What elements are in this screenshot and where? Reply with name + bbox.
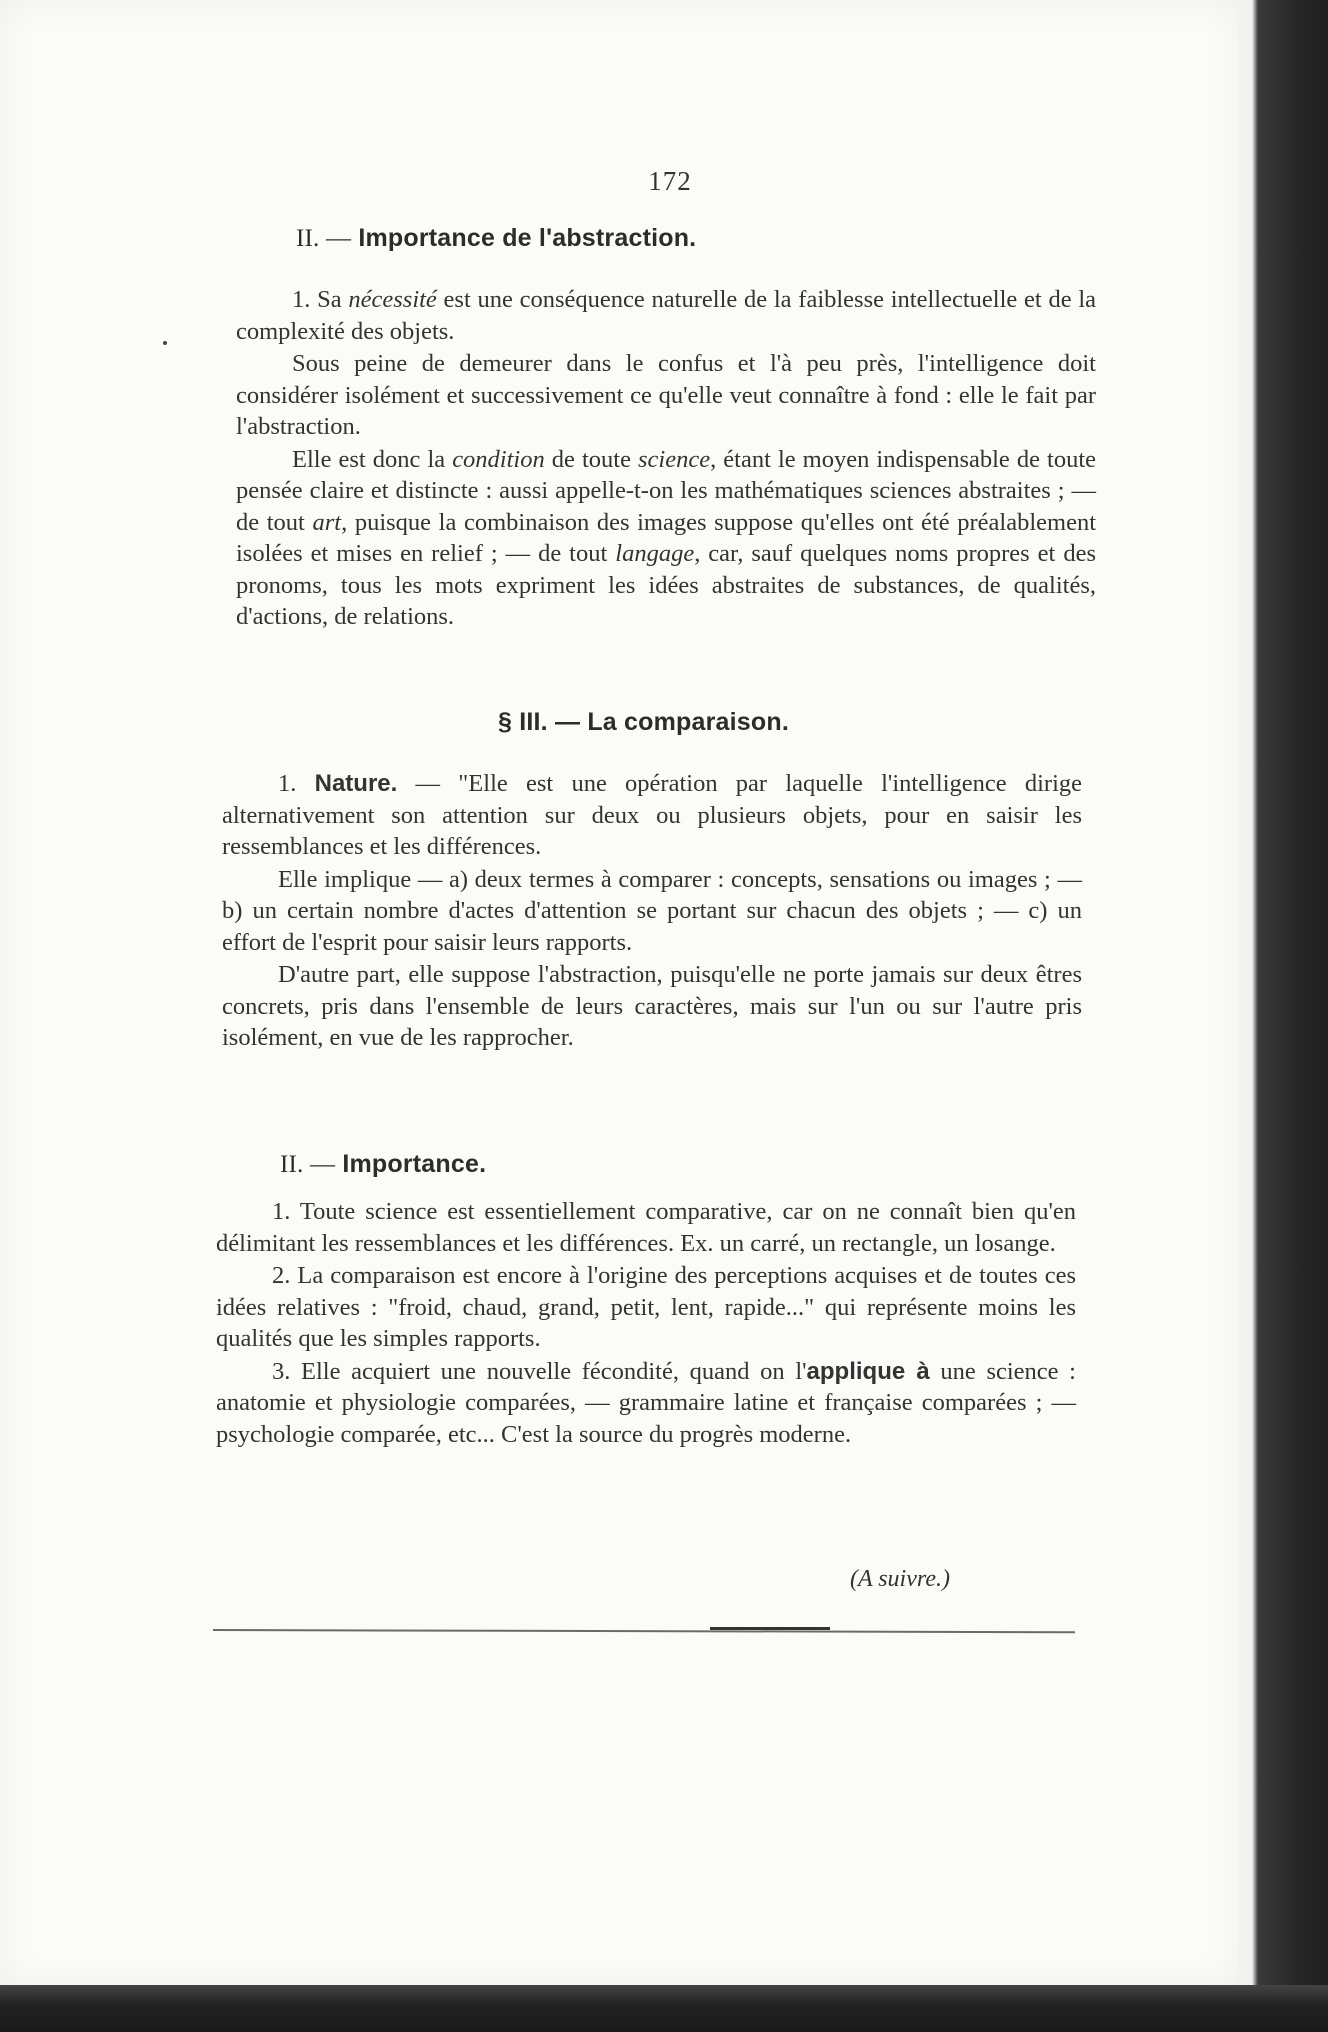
- bold-text: applique à: [806, 1357, 930, 1385]
- heading-text: Importance de l'abstraction.: [358, 224, 697, 252]
- text: La comparaison est encore à l'origine des perceptions acquises et de toutes ces idées relatives : "froid, chaud, grand, petit, lent, rapide..." qui représente moins les qualités que les simples rapports.: [216, 1262, 1076, 1352]
- footer-rule-mark: [710, 1627, 830, 1630]
- text: Sa: [310, 286, 349, 313]
- emphasis: art: [312, 508, 342, 536]
- scan-edge-right: [1238, 0, 1328, 2032]
- text: de toute: [544, 445, 639, 473]
- paragraph: [216, 1356, 1076, 1451]
- emphasis: science: [638, 445, 711, 473]
- emphasis: condition: [452, 445, 545, 473]
- heading-text: Importance.: [342, 1150, 487, 1178]
- heading-comparaison: [498, 708, 789, 737]
- scan-edge-bottom: [0, 1985, 1328, 2032]
- item-number: 2.: [272, 1262, 291, 1289]
- scan-speck: [163, 341, 167, 345]
- heading-number: II. —: [280, 1151, 336, 1178]
- comparaison-body: [222, 768, 1082, 1055]
- emphasis: nécessité: [348, 286, 437, 313]
- heading-text: § III. — La comparaison.: [498, 708, 789, 736]
- paragraph: Sous peine de demeurer dans le confus et l'à peu près, l'intelligence doit considérer isolément et successivement ce qu'elle veut connaître à fond : elle le fait par l'abstraction.: [236, 350, 1096, 440]
- text: — "Elle est une opération par laquelle l'intelligence dirige alternativement son attention sur deux ou plusieurs objets, pour en saisir les ressemblances et les différences.: [222, 770, 1083, 860]
- text: , puisque la combinaison des images suppose qu'elles ont été préalablement isolées et mises en relief ; — de tout: [236, 508, 1096, 567]
- paragraph: [216, 1260, 1076, 1355]
- paragraph: Elle implique — a) deux termes à comparer : concepts, sensations ou images ; — b) un certain nombre d'actes d'attention se portant sur chacun des objets ; — c) un effort de l'esprit pour saisir leurs rapports.: [222, 865, 1082, 956]
- footer-rule: [213, 1629, 1075, 1633]
- abstraction-body: [236, 284, 1096, 634]
- bold-label: Nature.: [314, 770, 398, 797]
- text: , étant le moyen indispensable de toute pensée claire et distincte : aussi appelle-t-on les mathématiques sciences abstraites ; — de tout: [236, 445, 1096, 536]
- item-number: 3.: [272, 1357, 291, 1385]
- importance-body: [216, 1196, 1076, 1451]
- paragraph: [222, 768, 1082, 863]
- text: Elle acquiert une nouvelle fécondité, quand on l': [290, 1357, 807, 1385]
- paragraph: D'autre part, elle suppose l'abstraction, puisqu'elle ne porte jamais sur deux êtres concrets, pris dans l'ensemble de leurs caractères, mais sur l'un ou sur l'autre pris isolément, en vue de les rapprocher.: [222, 961, 1082, 1051]
- text: une science : anatomie et physiologie comparées, — grammaire latine et française comparées ; — psychologie comparée, etc... C'est la source du progrès moderne.: [216, 1357, 1076, 1448]
- paragraph: [216, 1196, 1076, 1259]
- item-number: 1.: [278, 770, 297, 797]
- heading-importance: [280, 1150, 486, 1179]
- item-number: 1.: [272, 1198, 291, 1225]
- text: est une conséquence naturelle de la faiblesse intellectuelle et de la complexité des objets.: [236, 286, 1096, 345]
- to-be-continued: (A suivre.): [850, 1566, 950, 1592]
- text: Toute science est essentiellement comparative, car on ne connaît bien qu'en délimitant les ressemblances et les différences. Ex. un carré, un rectangle, un losange.: [216, 1198, 1076, 1257]
- emphasis: langage: [615, 540, 695, 567]
- paragraph: [236, 284, 1096, 347]
- heading-importance-abstraction: [296, 224, 696, 253]
- heading-number: II. —: [296, 225, 352, 252]
- text: Elle est donc la: [292, 445, 453, 473]
- item-number: 1.: [292, 286, 311, 313]
- paragraph: [236, 444, 1096, 633]
- text: , car, sauf quelques noms propres et des pronoms, tous les mots expriment les idées abstraites de substances, de qualités, d'actions, de relations.: [236, 540, 1096, 630]
- page-number: 172: [648, 166, 692, 196]
